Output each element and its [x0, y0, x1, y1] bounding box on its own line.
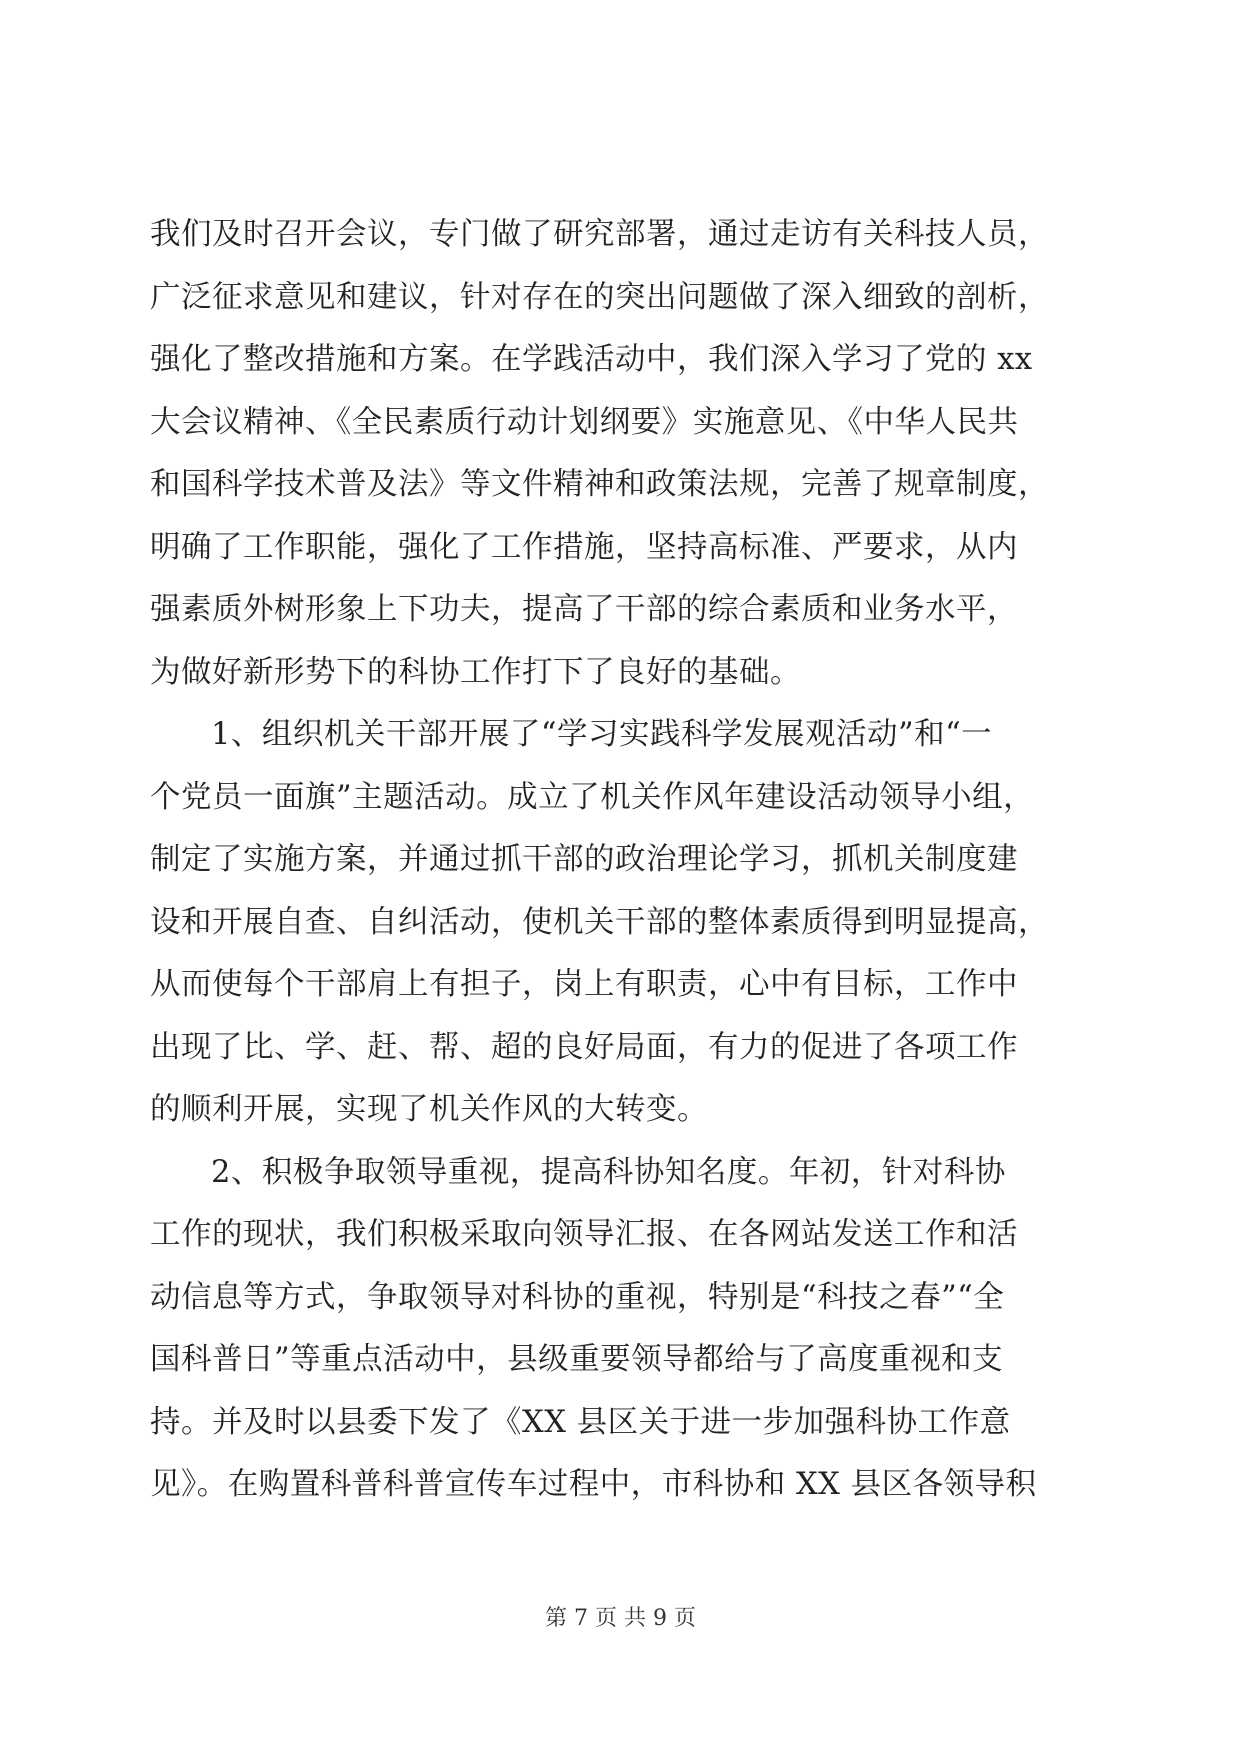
text-line: 国科普日”等重点活动中，县级重要领导都给与了高度重视和支	[150, 1342, 1004, 1377]
text-line: 强素质外树形象上下功夫，提高了干部的综合素质和业务水平，	[150, 592, 1018, 627]
text-line: 从而使每个干部肩上有担子，岗上有职责，心中有目标，工作中	[150, 967, 1018, 1002]
paragraph-2-first-line: 2、积极争取领导重视，提高科协知名度。年初，针对科协	[211, 1154, 1006, 1190]
body-text	[150, 204, 1110, 1517]
text-line: 大会议精神、《全民素质行动计划纲要》实施意见、《中华人民共	[150, 404, 1019, 440]
text-line: 持。并及时以县委下发了《XX 县区关于进一步加强科协工作意	[150, 1404, 1011, 1440]
text-line: 我们及时召开会议，专门做了研究部署，通过走访有关科技人员，	[150, 217, 1049, 252]
text-line: 制定了实施方案，并通过抓干部的政治理论学习，抓机关制度建	[150, 842, 1018, 877]
text-line: 设和开展自查、自纠活动，使机关干部的整体素质得到明显提高，	[150, 904, 1049, 940]
text-line: 见》。在购置科普科普宣传车过程中，市科协和 XX 县区各领导积	[150, 1467, 1037, 1502]
text-line: 动信息等方式，争取领导对科协的重视，特别是“科技之春”“全	[150, 1279, 1005, 1315]
text-line: 工作的现状，我们积极采取向领导汇报、在各网站发送工作和活	[150, 1217, 1018, 1252]
text-line: 的顺利开展，实现了机关作风的大转变。	[150, 1092, 708, 1127]
text-line: 个党员一面旗”主题活动。成立了机关作风年建设活动领导小组，	[150, 779, 1035, 815]
paragraph-1-first-line: 1、组织机关干部开展了“学习实践科学发展观活动”和“一	[211, 717, 993, 752]
page-footer: 第 7 页 共 9 页	[545, 1606, 696, 1631]
text-line: 和国科学技术普及法》等文件精神和政策法规，完善了规章制度，	[150, 467, 1049, 502]
text-line: 强化了整改措施和方案。在学践活动中，我们深入学习了党的 xx	[150, 342, 1033, 377]
text-line: 明确了工作职能，强化了工作措施，坚持高标准、严要求，从内	[150, 529, 1018, 565]
text-line: 广泛征求意见和建议，针对存在的突出问题做了深入细致的剖析，	[150, 279, 1049, 315]
text-line: 出现了比、学、赶、帮、超的良好局面，有力的促进了各项工作	[150, 1029, 1018, 1065]
text-line: 为做好新形势下的科协工作打下了良好的基础。	[150, 654, 801, 690]
